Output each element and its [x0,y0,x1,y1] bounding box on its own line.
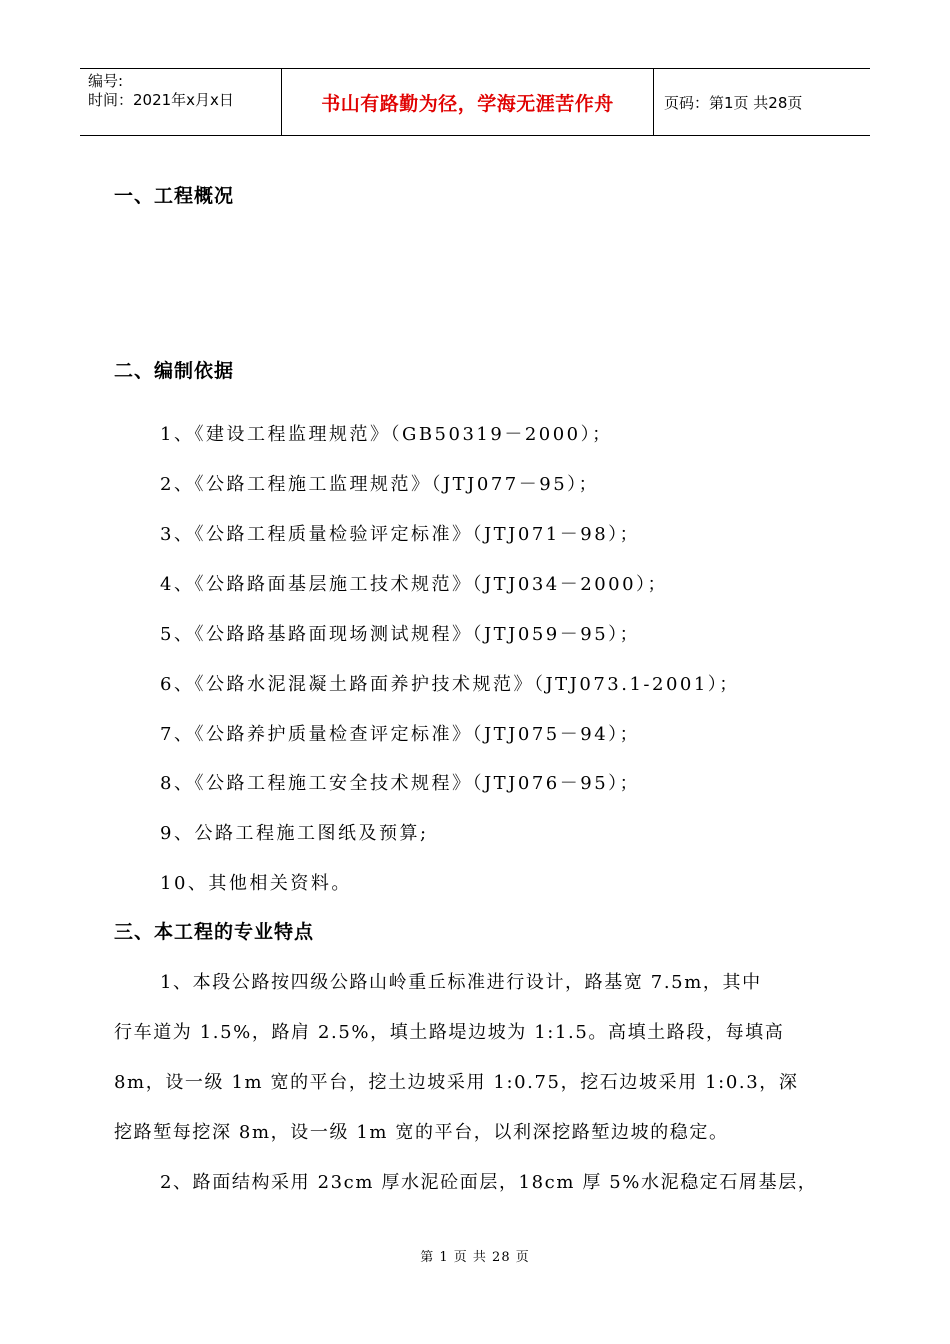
reference-item: 8、《公路工程施工安全技术规程》（JTJ076－95）； [160,773,641,794]
header-meta-cell [80,69,282,135]
number-label: 编号: [88,72,124,90]
section-title-basis: 二、编制依据 [114,360,235,382]
reference-item: 5、《公路路基路面现场测试规程》（JTJ059－95）； [160,624,641,645]
section-title-overview: 一、工程概况 [114,185,235,207]
paragraph-line: 8m，设一级 1m 宽的平台，挖土边坡采用 1:0.75，挖石边坡采用 1:0.3，深 [114,1072,799,1093]
header-table [80,68,870,136]
reference-item: 9、公路工程施工图纸及预算; [160,823,429,844]
reference-item: 1、《建设工程监理规范》（GB50319－2000）； [160,424,613,445]
paragraph-line: 1、本段公路按四级公路山岭重丘标准进行设计，路基宽 7.5m，其中 [160,972,762,993]
header-page-cell [654,69,870,135]
page-info: 页码：第1页 共28页 [664,93,803,112]
reference-item: 3、《公路工程质量检验评定标准》（JTJ071－98）； [160,524,641,545]
paragraph-line: 行车道为 1.5%，路肩 2.5%，填土路堤边坡为 1:1.5。高填土路段，每填高 [114,1022,785,1043]
reference-item: 4、《公路路面基层施工技术规范》（JTJ034－2000）； [160,574,669,595]
reference-item: 7、《公路养护质量检查评定标准》（JTJ075－94）； [160,724,641,745]
reference-item: 2、《公路工程施工监理规范》（JTJ077－95）； [160,474,600,495]
reference-item: 10、其他相关资料。 [160,873,352,894]
paragraph-line: 挖路堑每挖深 8m，设一级 1m 宽的平台，以利深挖路堑边坡的稳定。 [114,1122,729,1143]
page-footer: 第 1 页 共 28 页 [420,1250,530,1265]
motto-text: 书山有路勤为径，学海无涯苦作舟 [321,92,614,115]
time-label: 时间：2021年x月x日 [88,91,234,109]
header-motto-cell [282,69,654,135]
section-title-features: 三、本工程的专业特点 [114,921,315,943]
paragraph-line: 2、路面结构采用 23cm 厚水泥砼面层，18cm 厚 5%水泥稳定石屑基层， [160,1172,818,1193]
reference-item: 6、《公路水泥混凝土路面养护技术规范》（JTJ073.1-2001）； [160,674,740,695]
